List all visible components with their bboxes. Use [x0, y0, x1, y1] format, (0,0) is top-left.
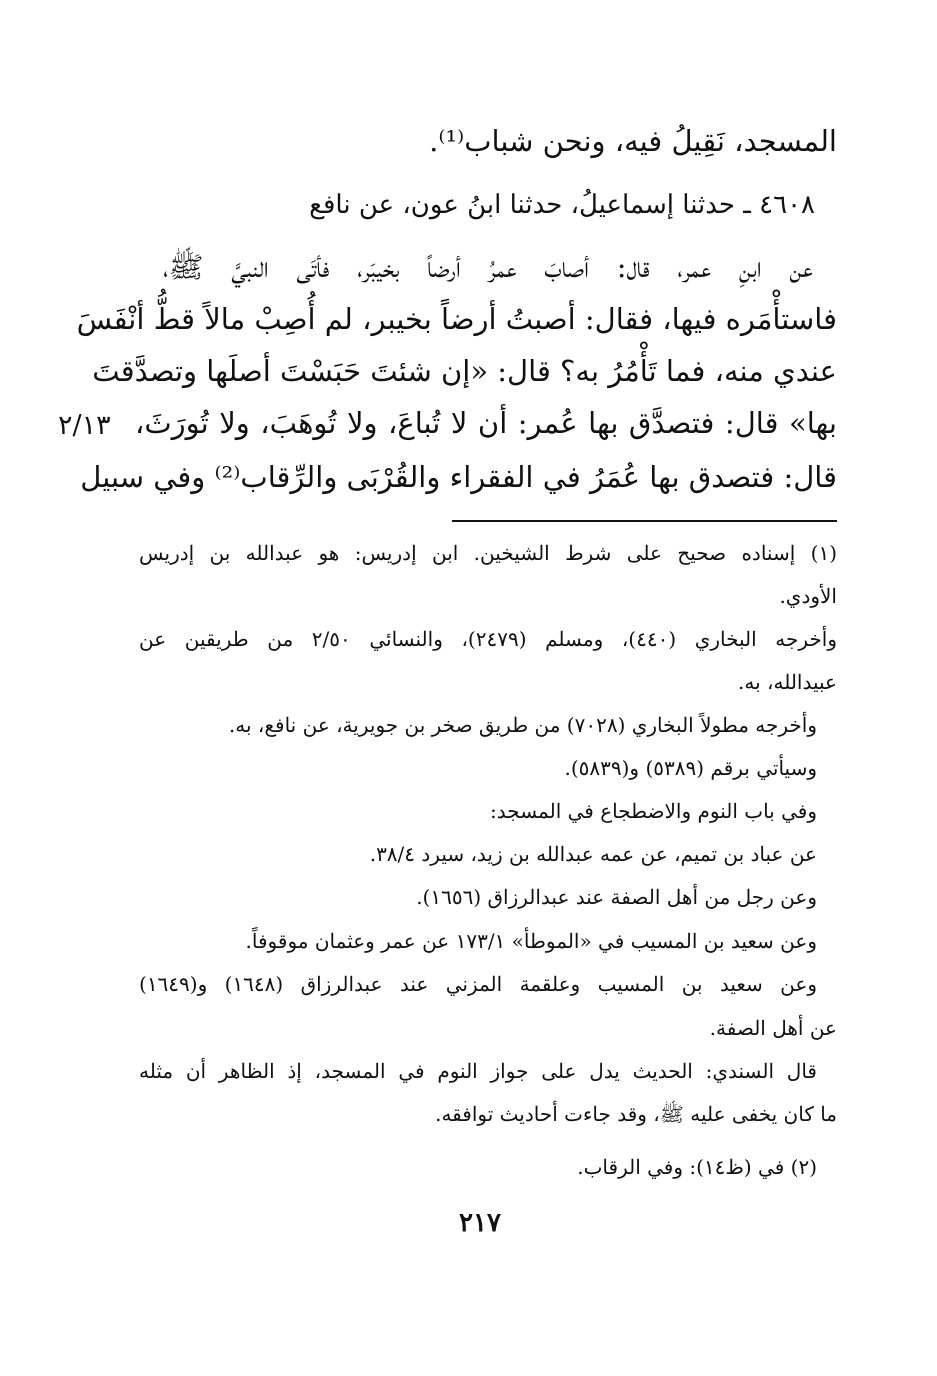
hadith-line-3: عندي منه، فما تَأْمُرُ به؟ قال: «إن شئتَ حَبَسْتَ أصلَها وتصدَّقتَ	[92, 354, 837, 388]
footnote-line: (١) إسناده صحيح على شرط الشيخين. ابن إدريس: هو عبدالله بن إدريس	[139, 541, 837, 565]
footnote-line: وفي باب النوم والاضطجاع في المسجد:	[490, 799, 817, 823]
footnote-line: وسيأتي برقم (٥٣٨٩) و(٥٨٣٩).	[564, 756, 817, 780]
footnote-separator	[452, 520, 837, 522]
footnote-line: (٢) في (ظ١٤): وفي الرقاب.	[577, 1155, 817, 1179]
footnote-line: وأخرجه البخاري (٤٤٠)، ومسلم (٢٤٧٩)، والنسائي ٢/٥٠ من طريقين عن	[139, 627, 837, 651]
hadith-line-5: قال: فتصدق بها عُمَرُ في الفقراء والقُرْبَى والرِّقاب⁽²⁾ وفي سبيل	[80, 460, 837, 494]
footnote-line: عبيدالله، به.	[738, 670, 837, 694]
main-text-line-1: المسجد، نَقِيلُ فيه، ونحن شباب⁽¹⁾.	[429, 124, 837, 158]
footnote-line: وأخرجه مطولاً البخاري (٧٠٢٨) من طريق صخر بن جويرية، عن نافع، به.	[228, 713, 817, 737]
hadith-header: ٤٦٠٨ ـ حدثنا إسماعيلُ، حدثنا ابنُ عون، عن نافع	[309, 190, 815, 220]
hadith-line-2: فاستأْمَره فيها، فقال: أصبتُ أرضاً بخيبر، لم أُصِبْ مالاً قطُّ أنْفَسَ	[76, 302, 837, 336]
footnote-line: عن أهل الصفة.	[709, 1016, 837, 1040]
hadith-line-1: عن ابنِ عمر، قال: أصابَ عمرُ أرضاً بخيبَر، فأتَى النبيَّ ﷺ،	[163, 250, 813, 284]
footnote-line: ما كان يخفى عليه ﷺ، وقد جاءت أحاديث توافقه.	[435, 1102, 837, 1126]
side-reference: ٢/١٣	[58, 410, 111, 441]
footnote-line: وعن سعيد بن المسيب في «الموطأ» ١٧٣/١ عن عمر وعثمان موقوفاً.	[245, 929, 817, 953]
footnote-line: قال السندي: الحديث يدل على جواز النوم في المسجد، إذ الظاهر أن مثله	[139, 1059, 817, 1083]
page-number: ٢١٧	[459, 1208, 501, 1238]
footnote-line: وعن سعيد بن المسيب وعلقمة المزني عند عبدالرزاق (١٦٤٨) و(١٦٤٩)	[139, 972, 818, 996]
footnote-line: وعن رجل من أهل الصفة عند عبدالرزاق (١٦٥٦).	[416, 885, 817, 909]
footnote-line: عن عباد بن تميم، عن عمه عبدالله بن زيد، سيرد ٣٨/٤.	[369, 842, 817, 866]
hadith-line-4: بها» قال: فتصدَّق بها عُمر: أن لا تُباعَ، ولا تُوهَبَ، ولا تُورَثَ،	[135, 406, 837, 440]
footnote-line: الأودي.	[779, 584, 837, 608]
